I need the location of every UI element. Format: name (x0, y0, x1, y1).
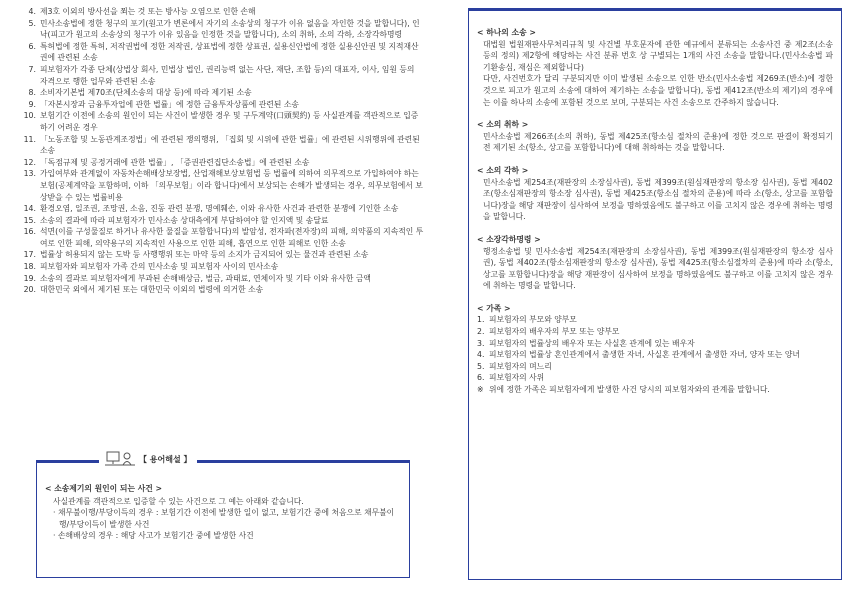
exclusion-item (14, 249, 424, 261)
exclusion-item-number: 12. (23, 157, 36, 167)
exclusion-item-number: 10. (23, 111, 36, 121)
definition-sections (477, 27, 833, 292)
exclusion-item-text: 「독점규제 및 공정거래에 관한 법률」, 「증권관련집단소송법」에 관련된 소송 (40, 157, 310, 167)
definition-section (477, 119, 833, 154)
exclusion-item (14, 157, 424, 169)
exclusion-item-number: 6. (28, 41, 36, 51)
exclusion-item (14, 261, 424, 273)
definition-title: < 소의 취하 > (477, 120, 529, 130)
exclusion-item-number: 8. (28, 88, 36, 98)
exclusion-item (14, 168, 424, 203)
exclusion-item-number: 9. (28, 99, 36, 109)
family-item-text: 피보험자의 배우자의 부모 또는 양부모 (489, 327, 620, 337)
exclusion-item-number: 7. (28, 64, 36, 74)
family-item-number: 6. (477, 373, 485, 383)
exclusion-item-number: 16. (23, 227, 36, 237)
family-item-number: 4. (477, 350, 485, 360)
definition-text: 대법원 법원재판사무처리규칙 및 사건별 부호문자에 관한 예규에서 분류되는 소송사건 중 제2조(소송 등의 정의) 제2항에 해당하는 사건 분류 번호 상 구별되는 1개의 사건 소송을 말합니다.(민사소송법 파기환송심, 재심은 제외합니다) (483, 39, 833, 72)
definition-title: < 소장각하명령 > (477, 234, 541, 244)
family-item-text: 피보험자의 사위 (489, 373, 545, 383)
family-list (477, 314, 833, 395)
family-item (477, 384, 833, 396)
exclusion-item (14, 226, 424, 249)
exclusion-item (14, 18, 424, 41)
exclusion-list (14, 6, 424, 296)
exclusion-item-text: 소비자기본법 제70조(단체소송의 대상 등)에 따라 제기된 소송 (40, 88, 252, 98)
definitions-box (468, 8, 842, 580)
computer-desk-icon (105, 450, 135, 470)
exclusion-item (14, 215, 424, 227)
exclusion-item (14, 134, 424, 157)
family-item (477, 349, 833, 361)
family-item (477, 326, 833, 338)
exclusion-item (14, 6, 424, 18)
exclusion-item (14, 284, 424, 296)
family-item-text: 피보험자의 부모와 양부모 (489, 315, 577, 325)
definition-title: < 하나의 소송 > (477, 28, 536, 37)
exclusion-item-number: 20. (23, 285, 36, 295)
exclusion-item (14, 99, 424, 111)
family-item-number: 2. (477, 327, 485, 337)
family-item-number: 5. (477, 361, 485, 371)
exclusion-item-text: 피보험자가 각종 단체(상법상 회사, 민법상 법인, 권리능력 없는 사단, 재단, 조합 등)의 대표자, 이사, 임원 등의 자격으로 행한 업무와 관련된 소송 (40, 64, 415, 86)
family-section (477, 303, 833, 396)
definition-section (477, 234, 833, 292)
exclusion-item-number: 17. (23, 250, 36, 260)
glossary-bullet: · 채무불이행/부당이득의 경우 : 보험기간 이전에 발생한 일이 없고, 보험기간 중에 처음으로 채무불이행/부당이득이 발생한 사건 (53, 508, 395, 529)
definition-title: < 소의 각하 > (477, 165, 529, 175)
exclusion-item-text: 법률상 허용되지 않는 도박 등 사행행위 또는 마약 등의 소지가 금지되어 있는 물건과 관련된 소송 (40, 250, 369, 260)
exclusion-item-number: 14. (23, 204, 36, 214)
definition-section (477, 165, 833, 223)
glossary-header-label: 【 용어해설 】 (139, 455, 192, 465)
exclusion-item-number: 18. (23, 262, 36, 272)
family-item-text: 피보험자의 법률상의 배우자 또는 사실혼 관계에 있는 배우자 (489, 338, 695, 348)
exclusion-item-text: 소송의 결과로 피보험자에게 부과된 손해배상금, 벌금, 과태료, 연체이자 및 기타 이와 유사한 금액 (40, 273, 371, 283)
family-item-text: 피보험자의 며느리 (489, 361, 552, 371)
family-item-text: 위에 정한 가족은 피보험자에게 발생한 사건 당시의 피보험자와의 관계를 말합니다. (489, 385, 770, 395)
glossary-bullet: · 손해배상의 경우 : 해당 사고가 보험기간 중에 발생한 사건 (53, 531, 254, 541)
exclusion-item (14, 110, 424, 133)
glossary-box (36, 455, 410, 578)
exclusion-item-text: 특허법에 정한 특허, 저작권법에 정한 저작권, 상표법에 정한 상표권, 실용신안법에 정한 실용신안권 및 지적재산권에 관련된 소송 (40, 41, 419, 63)
family-item (477, 361, 833, 373)
definition-text: 민사소송법 제266조(소의 취하), 동법 제425조(항소심 절차의 준용)에 정한 것으로 판결이 확정되기 전 제기된 소(항소, 상고를 포함합니다)에 대해 취하하는 것을 말합니다. (483, 131, 833, 153)
exclusion-item-text: 보험기간 이전에 소송의 원인이 되는 사건이 발생한 경우 및 구두계약(口頭契約) 등 사실관계를 객관적으로 입증하기 어려운 경우 (40, 111, 419, 132)
family-item-text: 피보험자의 법률상 혼인관계에서 출생한 자녀, 사실혼 관계에서 출생한 자녀, 양자 또는 양녀 (489, 350, 800, 360)
exclusion-item-text: 「노동조합 및 노동관계조정법」에 관련된 쟁의행위, 「집회 및 시위에 관한 법률」에 관련된 시위행위에 관련된 소송 (40, 134, 420, 156)
definition-text: 민사소송법 제254조(재판장의 소장심사권), 동법 제399조(원심재판장의 항소장 심사권), 동법 제402조(항소심재판장의 항소장 심사권), 동법 제425조(항소심 절차의 준용)에 따라 소(항소, 상고를 포함합니다)장을 해당 재판장이 심사하여 보정을 명하였음에도 불구하고 이를 고치지 않은 경우에 취하는 명령을 말합니다. (483, 177, 833, 222)
exclusion-item-text: 소송의 결과에 따라 피보험자가 민사소송 상대측에게 부담하여야 할 인지액 및 송달료 (40, 215, 329, 225)
family-item (477, 338, 833, 350)
family-item-number: 1. (477, 315, 485, 325)
exclusion-item-text: 가입여부와 관계없이 자동차손해배상보장법, 산업재해보상보험법 등 법률에 의하여 의무적으로 가입하여야 하는 보험(공제계약을 포함하며, 이하 「의무보험」이라 합니다)에서 보상되는 손해가 발생되는 경우, 의무보험에서 보상받을 수 있는 법률비용 (40, 169, 423, 202)
definition-text: 다만, 사건번호가 달리 구분되지만 이미 발생된 소송으로 인한 반소(민사소송법 제269조(반소)에 정한 것으로 피고가 원고의 소송에 대하여 제기하는 소송을 말합니다), 동법 제412조(반소의 제기)의 경우에는 이를 하나의 소송에 포함된 것으로 보며, 구분되는 사건 소송으로 간주하지 않습니다. (483, 74, 833, 107)
exclusion-item-text: 피보험자와 피보험자 가족 간의 민사소송 및 피보험자 사이의 민사소송 (40, 262, 279, 272)
family-item (477, 314, 833, 326)
glossary-term-intro: 사실관계를 객관적으로 입증할 수 있는 사건으로 그 예는 아래와 같습니다. (53, 496, 304, 506)
family-item (477, 372, 833, 384)
definition-text: 행정소송법 및 민사소송법 제254조(재판장의 소장심사권), 동법 제399조(원심재판장의 항소장 심사권), 동법 제402조(항소심재판장의 항소장 심사권), 동법 제425조(항소심절차의 준용)에 따라 소(항소, 상고를 포함합니다)장을 해당 재판장이 심사하여 보정을 명하였음에도 불구하고 이를 고치지 않은 경우에 취하는 명령을 말합니다. (483, 246, 833, 291)
exclusion-item-text: 대한민국 외에서 제기된 또는 대한민국 이외의 법령에 의거한 소송 (40, 285, 264, 295)
family-item-number: ※ (477, 385, 484, 395)
exclusion-item-text: 환경오염, 일조권, 조망권, 소음, 진동 관련 분쟁, 명예훼손, 이와 유사한 사건과 관련한 분쟁에 기인한 소송 (40, 204, 399, 214)
exclusion-item-number: 4. (28, 7, 36, 16)
exclusion-item-number: 19. (23, 273, 36, 283)
exclusion-item-number: 5. (28, 18, 36, 28)
exclusion-item (14, 273, 424, 285)
family-item-number: 3. (477, 338, 485, 348)
definition-section (477, 27, 833, 108)
exclusion-item (14, 203, 424, 215)
family-section-title: < 가족 > (477, 303, 511, 313)
glossary-header (99, 450, 197, 470)
exclusion-item-text: 민사소송법에 정한 청구의 포기(원고가 변론에서 자기의 소송상의 청구가 이유 없음을 자인한 것을 말합니다), 인낙(피고가 원고의 소송상의 청구가 이유 있음을 인정한 것을 말합니다), 소의 취하, 소의 각하, 소장각하명령 (40, 18, 420, 40)
exclusion-item-number: 13. (23, 169, 36, 179)
exclusion-item-text: 「자본시장과 금융투자업에 관한 법률」에 정한 금융투자상품에 관련된 소송 (40, 99, 299, 109)
exclusion-item-number: 15. (23, 215, 36, 225)
exclusion-item-text: 제3호 이외의 방사선을 쬐는 것 또는 방사능 오염으로 인한 손해 (40, 7, 256, 16)
exclusion-item (14, 41, 424, 64)
exclusion-item-number: 11. (23, 134, 36, 144)
exclusion-list-column (14, 6, 424, 296)
glossary-term-title: < 소송제기의 원인이 되는 사건 > (45, 484, 163, 493)
exclusion-item (14, 64, 424, 87)
exclusion-item-text: 석면(이를 구성물질로 하거나 유사한 물질을 포함합니다)의 발암성, 전자파(전자장)의 피해, 의약품의 지속적인 투여로 인한 피해, 의약용구의 지속적인 사용으로 인한 피해, 흡연으로 인한 피해로 인한 소송 (40, 227, 424, 248)
exclusion-item (14, 87, 424, 99)
